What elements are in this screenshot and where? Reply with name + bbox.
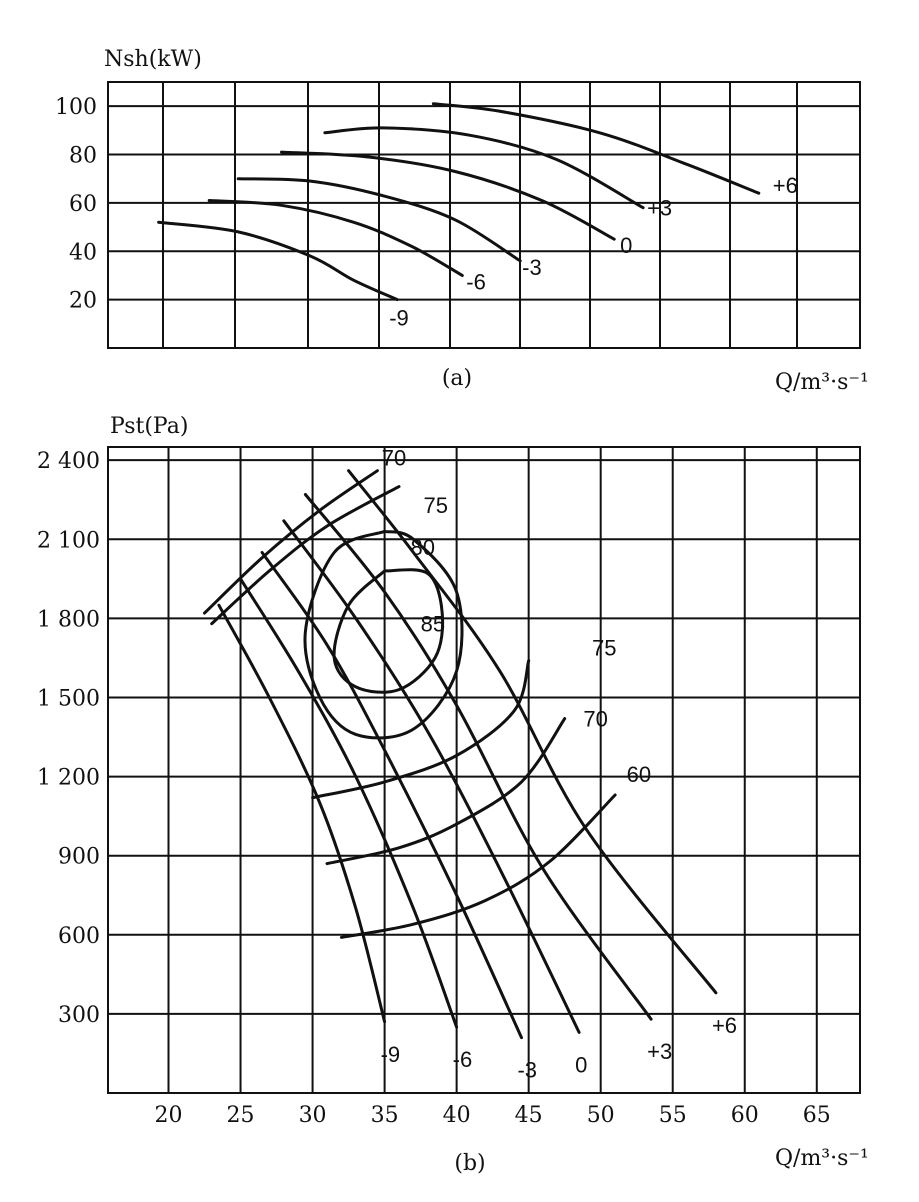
pressure-curve-labels (381, 1013, 737, 1083)
power-curve-label-minus9: -9 (389, 305, 409, 331)
pressure-y-tick-300: 300 (58, 1002, 100, 1028)
pressure-y-tick-600: 600 (58, 923, 100, 949)
power-curve-label-0: 0 (620, 233, 633, 259)
pressure-curve-label-plus6: +6 (711, 1012, 738, 1038)
power-y-tick-40: 40 (69, 240, 97, 266)
power-curve-minus9 (159, 222, 398, 299)
pressure-curve-plus6 (349, 471, 716, 993)
efficiency-contour-label-75-4: 75 (592, 635, 617, 661)
pressure-plot-frame (108, 447, 860, 1093)
pressure-curve-label-minus6: -6 (452, 1047, 473, 1073)
pressure-x-tick-55: 55 (658, 1103, 687, 1128)
pressure-x-tick-30: 30 (298, 1103, 327, 1128)
pressure-curves (219, 471, 716, 1038)
pressure-curve-label-minus3: -3 (517, 1057, 538, 1083)
pressure-x-tick-65: 65 (802, 1103, 831, 1128)
panel-label-b: (b) (454, 1151, 486, 1176)
pressure-x-tick-25: 25 (226, 1103, 255, 1128)
power-y-tick-60: 60 (69, 191, 97, 217)
pressure-curve-label-minus9: -9 (380, 1041, 401, 1067)
pressure-y-axis-label: Pst(Pa) (110, 414, 189, 439)
efficiency-contour-label-75-1: 75 (423, 492, 448, 518)
power-curve-label-minus6: -6 (466, 269, 486, 295)
pressure-curve-minus3 (262, 553, 521, 1038)
pressure-y-tick-1500: 1 500 (37, 686, 100, 712)
power-x-axis-label: Q/m³·s⁻¹ (775, 370, 869, 395)
power-curve-label-plus3: +3 (647, 195, 673, 221)
pressure-y-tick-2100: 2 100 (37, 528, 100, 554)
pressure-x-tick-45: 45 (514, 1103, 543, 1128)
efficiency-contour-label-80-2: 80 (410, 535, 436, 561)
efficiency-contour-labels (382, 445, 651, 786)
power-y-axis-label: Nsh(kW) (104, 47, 202, 72)
panel-label-a: (a) (441, 366, 473, 391)
pressure-curve-minus9 (219, 605, 385, 1022)
power-y-tick-20: 20 (69, 288, 97, 314)
power-y-tick-labels (55, 95, 97, 313)
efficiency-contour-label-70-5: 70 (583, 706, 608, 732)
pressure-curve-label-0: 0 (575, 1052, 588, 1078)
pressure-chart-panel (37, 414, 869, 1176)
pressure-x-axis-label: Q/m³·s⁻¹ (775, 1146, 869, 1171)
power-chart-panel (55, 47, 869, 395)
power-curve-0 (282, 152, 615, 239)
pressure-x-tick-20: 20 (154, 1103, 183, 1128)
power-chart-grid (108, 82, 860, 348)
pressure-y-tick-900: 900 (58, 844, 100, 870)
pressure-y-tick-2400: 2 400 (37, 449, 100, 475)
pressure-x-tick-35: 35 (370, 1103, 399, 1128)
pressure-x-tick-40: 40 (442, 1103, 471, 1128)
power-plot-frame (108, 82, 860, 348)
power-curve-label-plus6: +6 (772, 173, 798, 199)
power-curve-minus6 (209, 201, 462, 276)
power-y-tick-100: 100 (55, 95, 97, 121)
pressure-y-tick-1800: 1 800 (37, 607, 100, 633)
power-y-tick-80: 80 (69, 143, 97, 169)
pressure-x-tick-60: 60 (730, 1103, 759, 1128)
efficiency-contour-label-70-0: 70 (381, 445, 407, 471)
pressure-y-tick-1200: 1 200 (37, 765, 100, 791)
pressure-x-tick-labels (155, 1103, 831, 1128)
efficiency-contour-label-85-3: 85 (420, 611, 446, 637)
efficiency-contour-label-60-6: 60 (626, 761, 652, 787)
pressure-x-tick-50: 50 (586, 1103, 615, 1128)
pressure-curve-minus6 (241, 579, 457, 1027)
pressure-curve-label-plus3: +3 (647, 1039, 673, 1065)
power-curve-label-minus3: -3 (522, 254, 542, 280)
power-curve-plus3 (325, 128, 643, 208)
pressure-y-tick-labels (37, 449, 100, 1028)
pressure-chart-grid (108, 447, 860, 1093)
